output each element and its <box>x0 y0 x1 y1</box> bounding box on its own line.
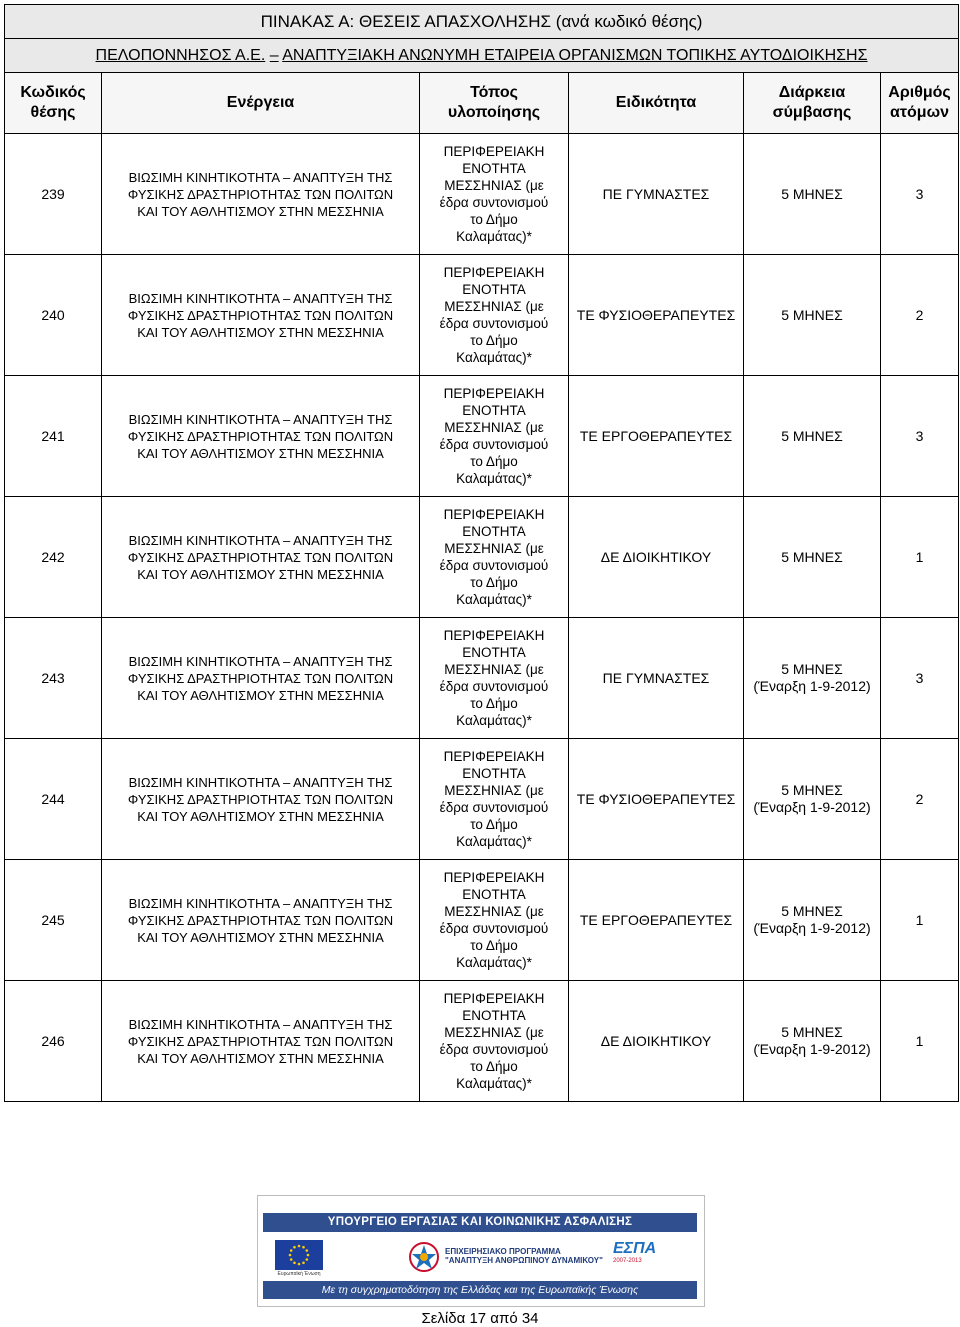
table-body <box>5 134 959 1102</box>
specialty-cell: ΔΕ ΔΙΟΙΚΗΤΙΚΟΥ <box>569 497 744 618</box>
organization-separator: – <box>269 46 279 64</box>
place-cell: ΠΕΡΙΦΕΡΕΙΑΚΗ ΕΝΟΤΗΤΑ ΜΕΣΣΗΝΙΑΣ (με έδρα συντονισμού το Δήμο Καλαμάτας)* <box>420 860 569 981</box>
place-cell: ΠΕΡΙΦΕΡΕΙΑΚΗ ΕΝΟΤΗΤΑ ΜΕΣΣΗΝΙΑΣ (με έδρα συντονισμού το Δήμο Καλαμάτας)* <box>420 376 569 497</box>
place-cell: ΠΕΡΙΦΕΡΕΙΑΚΗ ΕΝΟΤΗΤΑ ΜΕΣΣΗΝΙΑΣ (με έδρα συντονισμού το Δήμο Καλαμάτας)* <box>420 981 569 1102</box>
count-cell: 2 <box>881 739 959 860</box>
organization-row <box>5 39 959 73</box>
place-cell: ΠΕΡΙΦΕΡΕΙΑΚΗ ΕΝΟΤΗΤΑ ΜΕΣΣΗΝΙΑΣ (με έδρα συντονισμού το Δήμο Καλαμάτας)* <box>420 255 569 376</box>
header-place: Τόπος υλοποίησης <box>420 73 569 134</box>
specialty-cell: ΤΕ ΦΥΣΙΟΘΕΡΑΠΕΥΤΕΣ <box>569 739 744 860</box>
eu-star <box>305 1249 308 1252</box>
positions-table <box>4 4 959 1102</box>
place-cell: ΠΕΡΙΦΕΡΕΙΑΚΗ ΕΝΟΤΗΤΑ ΜΕΣΣΗΝΙΑΣ (με έδρα συντονισμού το Δήμο Καλαμάτας)* <box>420 134 569 255</box>
position-code: 240 <box>5 255 102 376</box>
header-row <box>5 73 959 134</box>
espa-logo: ΕΣΠΑ 2007-2013 <box>613 1240 657 1264</box>
table-row <box>5 618 959 739</box>
organization-region: ΠΕΛΟΠΟΝΝΗΣΟΣ Α.Ε. <box>95 46 266 64</box>
specialty-cell: ΤΕ ΕΡΓΟΘΕΡΑΠΕΥΤΕΣ <box>569 376 744 497</box>
count-cell: 2 <box>881 255 959 376</box>
table-row <box>5 255 959 376</box>
logos-strip <box>263 1238 697 1276</box>
action-cell: ΒΙΩΣΙΜΗ ΚΙΝΗΤΙΚΟΤΗΤΑ – ΑΝΑΠΤΥΞΗ ΤΗΣ ΦΥΣΙΚΗΣ ΔΡΑΣΤΗΡΙΟΤΗΤΑΣ ΤΩΝ ΠΟΛΙΤΩΝ ΚΑΙ ΤΟΥ ΑΘΛΗΤΙΣΜΟΥ ΣΤΗΝ ΜΕΣΣΗΝΙΑ <box>102 860 420 981</box>
header-action: Ενέργεια <box>102 73 420 134</box>
header-code: Κωδικός θέσης <box>5 73 102 134</box>
eu-star <box>293 1246 296 1249</box>
duration-cell: 5 ΜΗΝΕΣ <box>744 134 881 255</box>
table-row <box>5 134 959 255</box>
eu-star <box>290 1249 293 1252</box>
action-cell: ΒΙΩΣΙΜΗ ΚΙΝΗΤΙΚΟΤΗΤΑ – ΑΝΑΠΤΥΞΗ ΤΗΣ ΦΥΣΙΚΗΣ ΔΡΑΣΤΗΡΙΟΤΗΤΑΣ ΤΩΝ ΠΟΛΙΤΩΝ ΚΑΙ ΤΟΥ ΑΘΛΗΤΙΣΜΟΥ ΣΤΗΝ ΜΕΣΣΗΝΙΑ <box>102 981 420 1102</box>
table-row <box>5 981 959 1102</box>
eu-star <box>302 1246 305 1249</box>
count-cell: 1 <box>881 981 959 1102</box>
header-count: Αριθμός ατόμων <box>881 73 959 134</box>
eu-star <box>293 1261 296 1264</box>
eu-flag-icon <box>275 1240 323 1270</box>
eu-star <box>305 1258 308 1261</box>
specialty-cell: ΔΕ ΔΙΟΙΚΗΤΙΚΟΥ <box>569 981 744 1102</box>
position-code: 246 <box>5 981 102 1102</box>
duration-cell: 5 ΜΗΝΕΣ <box>744 376 881 497</box>
count-cell: 1 <box>881 860 959 981</box>
page-number: Σελίδα 17 από 34 <box>421 1310 539 1327</box>
header-duration: Διάρκεια σύμβασης <box>744 73 881 134</box>
position-code: 245 <box>5 860 102 981</box>
cofunding-logo-banner <box>257 1195 705 1307</box>
specialty-cell: ΤΕ ΦΥΣΙΟΘΕΡΑΠΕΥΤΕΣ <box>569 255 744 376</box>
document-page <box>4 4 958 1102</box>
header-specialty: Ειδικότητα <box>569 73 744 134</box>
position-code: 242 <box>5 497 102 618</box>
specialty-cell: ΠΕ ΓΥΜΝΑΣΤΕΣ <box>569 618 744 739</box>
specialty-cell: ΤΕ ΕΡΓΟΘΕΡΑΠΕΥΤΕΣ <box>569 860 744 981</box>
eu-star <box>298 1263 301 1266</box>
duration-cell: 5 ΜΗΝΕΣ (Έναρξη 1-9-2012) <box>744 981 881 1102</box>
action-cell: ΒΙΩΣΙΜΗ ΚΙΝΗΤΙΚΟΤΗΤΑ – ΑΝΑΠΤΥΞΗ ΤΗΣ ΦΥΣΙΚΗΣ ΔΡΑΣΤΗΡΙΟΤΗΤΑΣ ΤΩΝ ΠΟΛΙΤΩΝ ΚΑΙ ΤΟΥ ΑΘΛΗΤΙΣΜΟΥ ΣΤΗΝ ΜΕΣΣΗΝΙΑ <box>102 618 420 739</box>
duration-cell: 5 ΜΗΝΕΣ <box>744 497 881 618</box>
duration-cell: 5 ΜΗΝΕΣ <box>744 255 881 376</box>
place-cell: ΠΕΡΙΦΕΡΕΙΑΚΗ ΕΝΟΤΗΤΑ ΜΕΣΣΗΝΙΑΣ (με έδρα συντονισμού το Δήμο Καλαμάτας)* <box>420 497 569 618</box>
place-cell: ΠΕΡΙΦΕΡΕΙΑΚΗ ΕΝΟΤΗΤΑ ΜΕΣΣΗΝΙΑΣ (με έδρα συντονισμού το Δήμο Καλαμάτας)* <box>420 739 569 860</box>
eu-caption: Ευρωπαϊκή Ένωση <box>277 1271 321 1277</box>
table-row <box>5 739 959 860</box>
program-name: ΕΠΙΧΕΙΡΗΣΙΑΚΟ ΠΡΟΓΡΑΜΜΑ "ΑΝΑΠΤΥΞΗ ΑΝΘΡΩΠΙΝΟΥ ΔΥΝΑΜΙΚΟΥ" <box>445 1247 603 1265</box>
position-code: 241 <box>5 376 102 497</box>
duration-cell: 5 ΜΗΝΕΣ (Έναρξη 1-9-2012) <box>744 860 881 981</box>
eu-star <box>298 1245 301 1248</box>
eu-star <box>307 1254 310 1257</box>
action-cell: ΒΙΩΣΙΜΗ ΚΙΝΗΤΙΚΟΤΗΤΑ – ΑΝΑΠΤΥΞΗ ΤΗΣ ΦΥΣΙΚΗΣ ΔΡΑΣΤΗΡΙΟΤΗΤΑΣ ΤΩΝ ΠΟΛΙΤΩΝ ΚΑΙ ΤΟΥ ΑΘΛΗΤΙΣΜΟΥ ΣΤΗΝ ΜΕΣΣΗΝΙΑ <box>102 497 420 618</box>
count-cell: 3 <box>881 134 959 255</box>
eu-star <box>290 1258 293 1261</box>
count-cell: 1 <box>881 497 959 618</box>
eu-star <box>302 1261 305 1264</box>
count-cell: 3 <box>881 376 959 497</box>
program-star-icon <box>408 1241 440 1273</box>
organization-name: ΑΝΑΠΤΥΞΙΑΚΗ ΑΝΩΝΥΜΗ ΕΤΑΙΡΕΙΑ ΟΡΓΑΝΙΣΜΩΝ ΤΟΠΙΚΗΣ ΑΥΤΟΔΙΟΙΚΗΣΗΣ <box>282 46 868 64</box>
table-title: ΠΙΝΑΚΑΣ Α: ΘΕΣΕΙΣ ΑΠΑΣΧΟΛΗΣΗΣ (ανά κωδικό θέσης) <box>5 5 959 39</box>
organization-title <box>5 39 959 73</box>
ministry-bar: ΥΠΟΥΡΓΕΙΟ ΕΡΓΑΣΙΑΣ ΚΑΙ ΚΟΙΝΩΝΙΚΗΣ ΑΣΦΑΛΙΣΗΣ <box>263 1213 697 1232</box>
action-cell: ΒΙΩΣΙΜΗ ΚΙΝΗΤΙΚΟΤΗΤΑ – ΑΝΑΠΤΥΞΗ ΤΗΣ ΦΥΣΙΚΗΣ ΔΡΑΣΤΗΡΙΟΤΗΤΑΣ ΤΩΝ ΠΟΛΙΤΩΝ ΚΑΙ ΤΟΥ ΑΘΛΗΤΙΣΜΟΥ ΣΤΗΝ ΜΕΣΣΗΝΙΑ <box>102 134 420 255</box>
action-cell: ΒΙΩΣΙΜΗ ΚΙΝΗΤΙΚΟΤΗΤΑ – ΑΝΑΠΤΥΞΗ ΤΗΣ ΦΥΣΙΚΗΣ ΔΡΑΣΤΗΡΙΟΤΗΤΑΣ ΤΩΝ ΠΟΛΙΤΩΝ ΚΑΙ ΤΟΥ ΑΘΛΗΤΙΣΜΟΥ ΣΤΗΝ ΜΕΣΣΗΝΙΑ <box>102 739 420 860</box>
position-code: 239 <box>5 134 102 255</box>
count-cell: 3 <box>881 618 959 739</box>
table-row <box>5 376 959 497</box>
duration-cell: 5 ΜΗΝΕΣ (Έναρξη 1-9-2012) <box>744 618 881 739</box>
table-row <box>5 497 959 618</box>
cofunding-bar: Με τη συγχρηματοδότηση της Ελλάδας και της Ευρωπαϊκής Ένωσης <box>263 1281 697 1299</box>
action-cell: ΒΙΩΣΙΜΗ ΚΙΝΗΤΙΚΟΤΗΤΑ – ΑΝΑΠΤΥΞΗ ΤΗΣ ΦΥΣΙΚΗΣ ΔΡΑΣΤΗΡΙΟΤΗΤΑΣ ΤΩΝ ΠΟΛΙΤΩΝ ΚΑΙ ΤΟΥ ΑΘΛΗΤΙΣΜΟΥ ΣΤΗΝ ΜΕΣΣΗΝΙΑ <box>102 376 420 497</box>
position-code: 244 <box>5 739 102 860</box>
table-row <box>5 860 959 981</box>
position-code: 243 <box>5 618 102 739</box>
specialty-cell: ΠΕ ΓΥΜΝΑΣΤΕΣ <box>569 134 744 255</box>
action-cell: ΒΙΩΣΙΜΗ ΚΙΝΗΤΙΚΟΤΗΤΑ – ΑΝΑΠΤΥΞΗ ΤΗΣ ΦΥΣΙΚΗΣ ΔΡΑΣΤΗΡΙΟΤΗΤΑΣ ΤΩΝ ΠΟΛΙΤΩΝ ΚΑΙ ΤΟΥ ΑΘΛΗΤΙΣΜΟΥ ΣΤΗΝ ΜΕΣΣΗΝΙΑ <box>102 255 420 376</box>
place-cell: ΠΕΡΙΦΕΡΕΙΑΚΗ ΕΝΟΤΗΤΑ ΜΕΣΣΗΝΙΑΣ (με έδρα συντονισμού το Δήμο Καλαμάτας)* <box>420 618 569 739</box>
duration-cell: 5 ΜΗΝΕΣ (Έναρξη 1-9-2012) <box>744 739 881 860</box>
eu-star <box>289 1254 292 1257</box>
title-row <box>5 5 959 39</box>
